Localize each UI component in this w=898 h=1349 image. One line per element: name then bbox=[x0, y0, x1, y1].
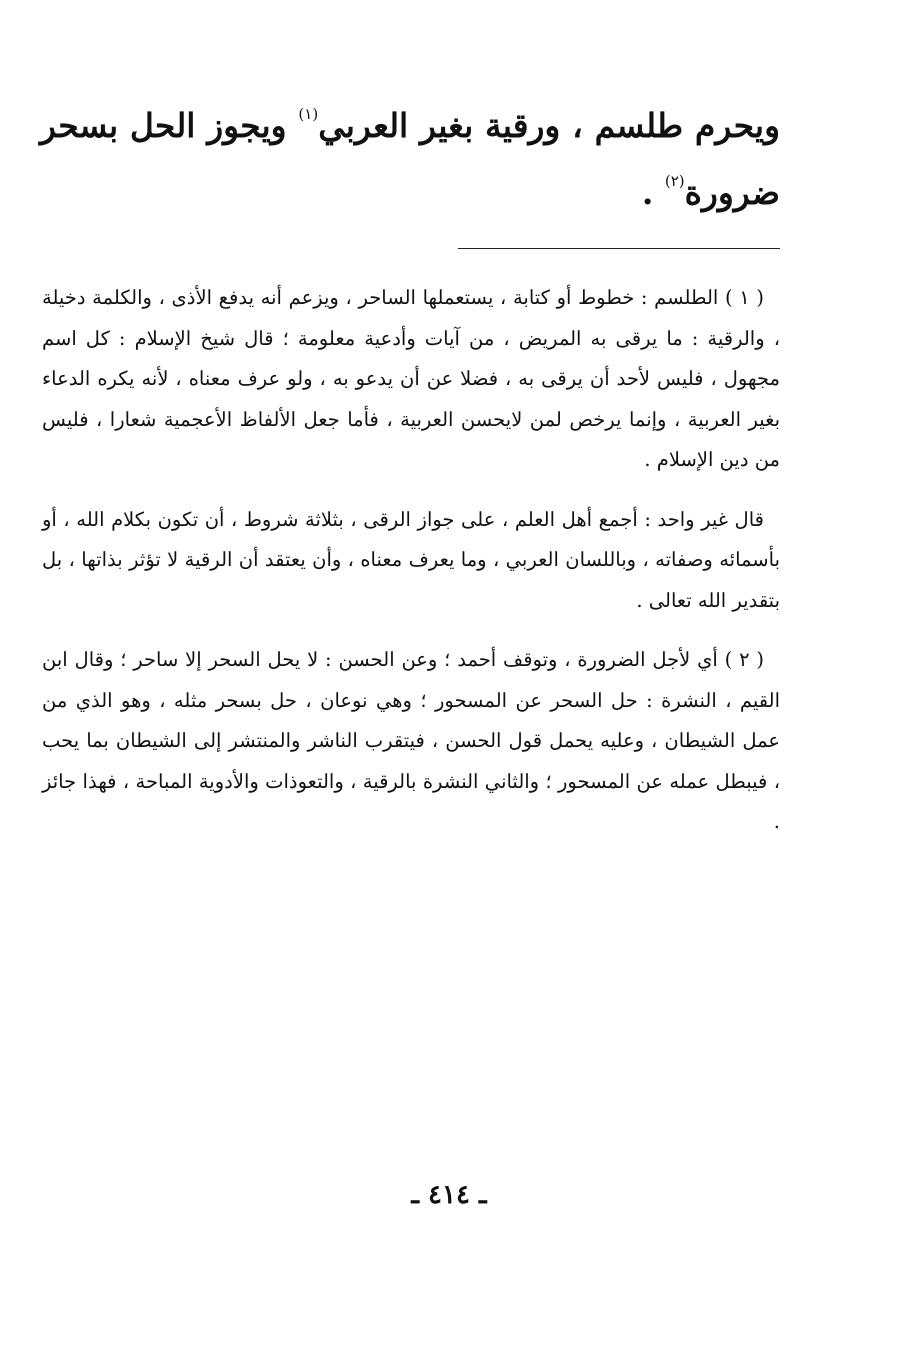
footnote-2-mark: ( ٢ ) bbox=[724, 648, 765, 671]
footnote-2-text: أي لأجل الضرورة ، وتوقف أحمد ؛ وعن الحسن : لا يحل السحر إلا ساحر ؛ وقال ابن القيم ، النشرة : حل السحر عن المسحور ؛ وهي نوعان ، حل بسحر مثله ، وهو الذي من عمل الشيطان ، وعليه يحمل قول الحسن ، فيتقرب الناشر والمنتشر إلى الشيطان بما يحب ، فيبطل عمله عن المسحور ؛ والثاني النشرة بالرقية ، والتعوذات والأدوية المباحة ، فهذا جائز . bbox=[42, 648, 780, 833]
footnote-1-continuation-text: قال غير واحد : أجمع أهل العلم ، على جواز الرقى ، بثلاثة شروط ، أن تكون بكلام الله ، أو بأسمائه وصفاته ، وباللسان العربي ، وما يعرف معناه ، وأن يعتقد أن الرقية لا تؤثر بذاتها ، بل بتقدير الله تعالى . bbox=[42, 507, 780, 612]
main-text-part2: ويجوز الحل بسحر ضرورة bbox=[40, 106, 780, 212]
main-text-part1: ويحرم طلسم ، ورقية بغير العربي bbox=[318, 106, 780, 145]
footnote-1-text: الطلسم : خطوط أو كتابة ، يستعملها الساحر ، ويزعم أنه يدفع الأذى ، والكلمة دخيلة ، والرقية : ما يرقى به المريض ، من آيات وأدعية معلومة ؛ قال شيخ الإسلام : كل اسم مجهول ، فليس لأحد أن يرقى به ، فضلا عن أن يدعو به ، ولو عرف معناه ، لأنه يكره الدعاء بغير العربية ، وإنما يرخص لمن لايحسن العربية ، فأما جعل الألفاظ الأعجمية شعارا ، فليس من دين الإسلام . bbox=[42, 286, 780, 471]
footnotes bbox=[42, 278, 780, 862]
footnote-1 bbox=[42, 278, 780, 481]
footnote-ref-2: (٢) bbox=[664, 172, 685, 190]
footnote-separator bbox=[458, 248, 780, 249]
footnote-1-mark: ( ١ ) bbox=[724, 286, 764, 309]
page-number: ـ ٤١٤ ـ bbox=[411, 1180, 487, 1210]
main-text bbox=[40, 92, 780, 226]
footnote-2 bbox=[42, 640, 780, 843]
footnote-1-continuation bbox=[42, 500, 780, 622]
footnote-ref-1: (١) bbox=[298, 105, 319, 123]
main-text-part3: . bbox=[641, 173, 665, 212]
